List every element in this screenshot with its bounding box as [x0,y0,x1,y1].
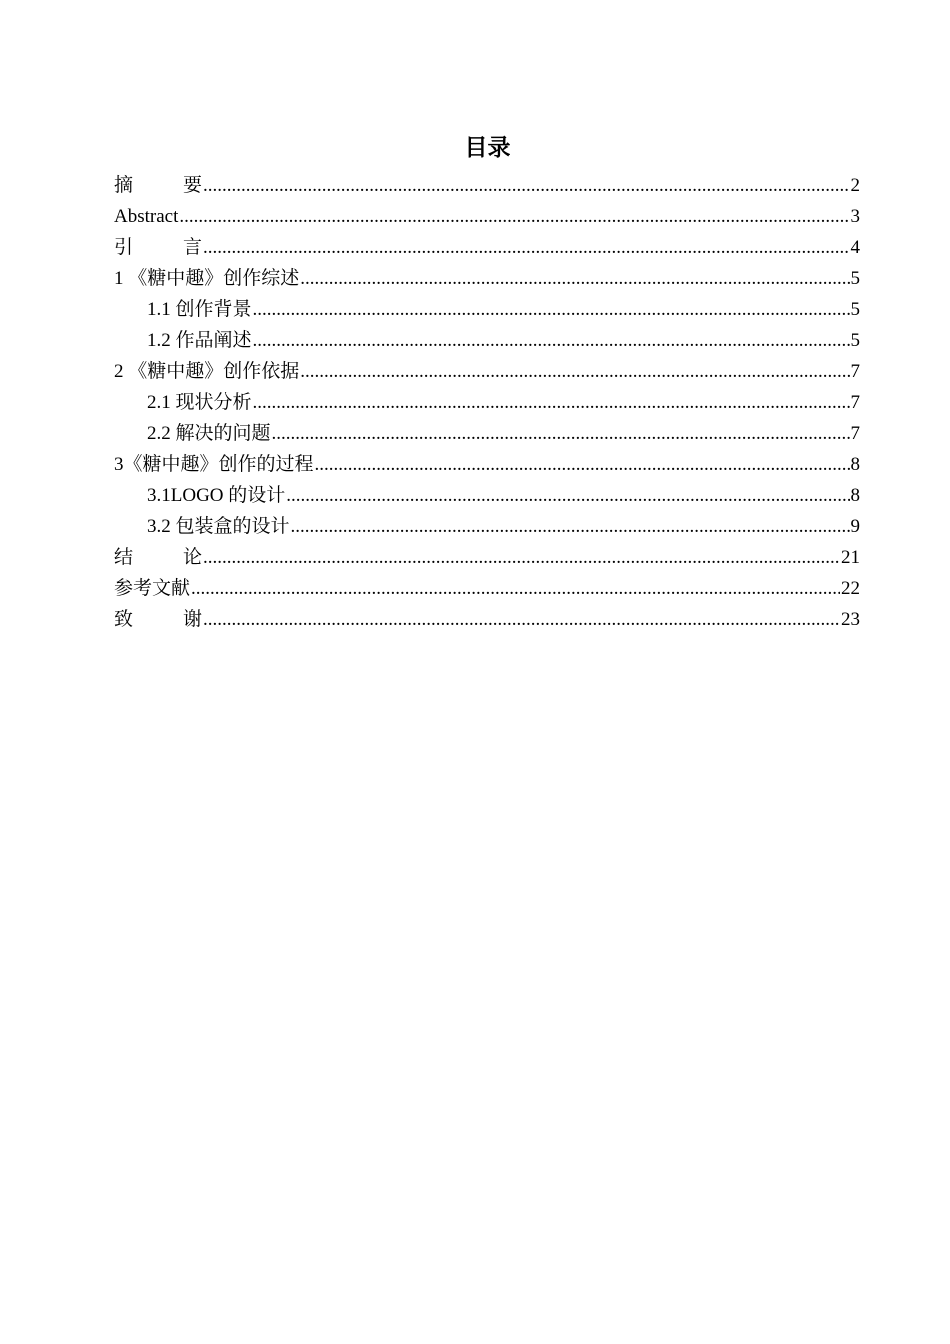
toc-entry-section-2-1[interactable] [114,387,860,418]
toc-dot-leader [203,542,840,573]
toc-entry-label: 摘 要 [114,175,202,196]
toc-entry-page: 21 [841,547,860,568]
toc-dot-leader [191,573,840,604]
toc-entry-abstract-cn[interactable] [114,170,860,201]
toc-dot-leader [253,294,850,325]
toc-entry-label: 3《糖中趣》创作的过程 [114,454,314,475]
toc-entry-page: 5 [850,330,860,351]
toc-entry-references[interactable] [114,573,860,604]
toc-entry-label: 致 谢 [114,609,202,630]
toc-entry-page: 9 [850,516,860,537]
toc-entry-page: 7 [850,361,860,382]
toc-entry-acknowledgements[interactable] [114,604,860,635]
toc-entry-section-3-2[interactable] [114,511,860,542]
toc-dot-leader [272,418,850,449]
toc-entry-label: 2.2 解决的问题 [147,423,271,444]
toc-entry-label: 1.2 作品阐述 [147,330,252,351]
toc-entry-label: 1.1 创作背景 [147,299,252,320]
toc-dot-leader [253,387,850,418]
toc-entry-label: 2 《糖中趣》创作依据 [114,361,300,382]
toc-entry-label: 参考文献 [114,578,191,599]
toc-entry-page: 22 [841,578,860,599]
toc-dot-leader [286,480,849,511]
toc-entry-page: 7 [850,392,860,413]
toc-dot-leader [300,356,849,387]
toc-entry-label: 3.1LOGO 的设计 [147,485,286,506]
toc-entry-page: 5 [850,299,860,320]
toc-dot-leader [315,449,850,480]
toc-dot-leader [203,604,840,635]
toc-entry-section-3-1[interactable] [114,480,860,511]
toc-entry-page: 4 [850,237,860,258]
toc-entry-abstract-en[interactable] [114,201,860,232]
toc-entry-label: 2.1 现状分析 [147,392,252,413]
toc-entry-label: 3.2 包装盒的设计 [147,516,290,537]
toc-entry-page: 23 [841,609,860,630]
toc-dot-leader [179,201,849,232]
toc-entry-introduction[interactable] [114,232,860,263]
toc-entry-label: 引 言 [114,237,202,258]
toc-entry-label: 结 论 [114,547,202,568]
toc-entry-label: 1 《糖中趣》创作综述 [114,268,300,289]
toc-entry-label: Abstract [114,206,179,227]
toc-entry-page: 8 [850,485,860,506]
toc-entry-conclusion[interactable] [114,542,860,573]
toc-list [114,170,860,635]
toc-dot-leader [253,325,850,356]
toc-title: 目录 [464,135,511,161]
toc-entry-page: 5 [850,268,860,289]
toc-entry-page: 3 [850,206,860,227]
toc-entry-page: 2 [850,175,860,196]
toc-entry-chapter-1[interactable] [114,263,860,294]
toc-entry-chapter-3[interactable] [114,449,860,480]
toc-entry-chapter-2[interactable] [114,356,860,387]
toc-dot-leader [203,232,850,263]
toc-entry-section-1-2[interactable] [114,325,860,356]
toc-dot-leader [291,511,850,542]
toc-entry-page: 7 [850,423,860,444]
toc-entry-page: 8 [850,454,860,475]
toc-entry-section-2-2[interactable] [114,418,860,449]
toc-dot-leader [300,263,849,294]
toc-dot-leader [203,170,850,201]
toc-entry-section-1-1[interactable] [114,294,860,325]
